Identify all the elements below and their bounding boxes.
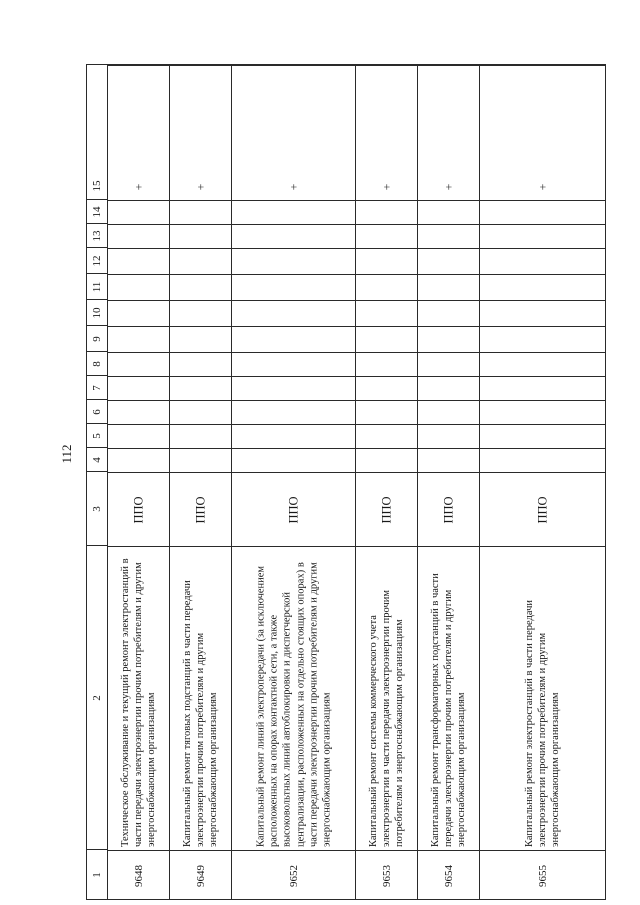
header-cell-15 bbox=[87, 173, 107, 199]
row-mark: + bbox=[131, 183, 145, 191]
header-label: 3 bbox=[91, 505, 103, 512]
header-label: 8 bbox=[91, 360, 103, 367]
header-cell-10 bbox=[87, 299, 107, 325]
empty-cell bbox=[108, 248, 169, 274]
header-cell-5 bbox=[87, 423, 107, 447]
mark-cell bbox=[108, 174, 169, 200]
row-id: 9648 bbox=[132, 864, 145, 887]
header-label: 14 bbox=[91, 206, 103, 217]
header-cell-7 bbox=[87, 375, 107, 399]
empty-cell bbox=[480, 376, 605, 400]
empty-cell bbox=[108, 400, 169, 424]
name-cell bbox=[480, 546, 605, 850]
empty-cell bbox=[108, 274, 169, 300]
name-cell bbox=[356, 546, 417, 850]
empty-cell bbox=[232, 248, 355, 274]
name-cell bbox=[232, 546, 355, 850]
empty-cell bbox=[418, 424, 479, 448]
table-row bbox=[355, 65, 417, 899]
empty-cell bbox=[232, 352, 355, 376]
header-cell-4 bbox=[87, 447, 107, 471]
row-name: Капитальный ремонт трансформаторных подстанций в части передачи электроэнергии прочим потребителям и другим энергоснабжающим организациям bbox=[429, 572, 468, 847]
empty-cell bbox=[356, 300, 417, 326]
empty-cell bbox=[232, 200, 355, 224]
empty-cell bbox=[232, 448, 355, 472]
empty-cell bbox=[232, 400, 355, 424]
header-cell-6 bbox=[87, 399, 107, 423]
empty-cell bbox=[356, 400, 417, 424]
empty-cell bbox=[480, 200, 605, 224]
row-type: ППО bbox=[286, 495, 300, 524]
empty-cell bbox=[356, 424, 417, 448]
header-cell-1 bbox=[87, 849, 107, 899]
empty-cell bbox=[232, 424, 355, 448]
table-row bbox=[107, 65, 169, 899]
empty-cell bbox=[170, 424, 231, 448]
id-cell bbox=[356, 850, 417, 900]
row-type: ППО bbox=[535, 495, 549, 524]
empty-cell bbox=[356, 248, 417, 274]
header-cell-3 bbox=[87, 471, 107, 545]
header-label: 4 bbox=[91, 456, 103, 463]
empty-cell bbox=[170, 448, 231, 472]
empty-cell bbox=[170, 376, 231, 400]
row-mark: + bbox=[193, 183, 207, 191]
header-label: 10 bbox=[91, 307, 103, 318]
name-cell bbox=[170, 546, 231, 850]
header-cell-13 bbox=[87, 223, 107, 247]
header-label: 2 bbox=[91, 694, 103, 701]
empty-cell bbox=[232, 326, 355, 352]
id-cell bbox=[418, 850, 479, 900]
empty-cell bbox=[108, 376, 169, 400]
header-label: 13 bbox=[91, 230, 103, 241]
row-name: Капитальный ремонт электростанций в части передачи электроэнергии прочим потребителям и другим энергоснабжающим организациям bbox=[523, 599, 562, 847]
empty-cell bbox=[418, 352, 479, 376]
row-id: 9652 bbox=[287, 864, 300, 887]
table-row bbox=[231, 65, 355, 899]
empty-cell bbox=[170, 400, 231, 424]
empty-cell bbox=[418, 376, 479, 400]
empty-cell bbox=[356, 326, 417, 352]
empty-cell bbox=[170, 274, 231, 300]
header-label: 1 bbox=[91, 871, 103, 878]
row-type: ППО bbox=[441, 495, 455, 524]
empty-cell bbox=[418, 248, 479, 274]
header-cell-9 bbox=[87, 325, 107, 351]
header-cell-11 bbox=[87, 273, 107, 299]
row-type: ППО bbox=[379, 495, 393, 524]
header-label: 9 bbox=[91, 335, 103, 342]
id-cell bbox=[232, 850, 355, 900]
empty-cell bbox=[418, 224, 479, 248]
row-name: Капитальный ремонт системы коммерческого учета электроэнергии в части передачи электроэнергии прочим потребителям и энергоснабжающим организациям bbox=[367, 589, 406, 847]
type-cell bbox=[480, 472, 605, 546]
mark-cell bbox=[232, 174, 355, 200]
empty-cell bbox=[170, 224, 231, 248]
table-row bbox=[169, 65, 231, 899]
header-cell-8 bbox=[87, 351, 107, 375]
empty-cell bbox=[108, 300, 169, 326]
id-cell bbox=[480, 850, 605, 900]
empty-cell bbox=[418, 200, 479, 224]
mark-cell bbox=[170, 174, 231, 200]
header-label: 7 bbox=[91, 384, 103, 391]
empty-cell bbox=[232, 274, 355, 300]
empty-cell bbox=[232, 376, 355, 400]
empty-cell bbox=[170, 352, 231, 376]
row-name: Капитальный ремонт тяговых подстанций в части передачи электроэнергии прочим потребителям и другим энергоснабжающим организациям bbox=[181, 579, 220, 847]
type-cell bbox=[418, 472, 479, 546]
type-cell bbox=[232, 472, 355, 546]
type-cell bbox=[108, 472, 169, 546]
table-row bbox=[479, 65, 605, 899]
empty-cell bbox=[356, 224, 417, 248]
row-mark: + bbox=[379, 183, 393, 191]
empty-cell bbox=[418, 300, 479, 326]
empty-cell bbox=[108, 326, 169, 352]
empty-cell bbox=[356, 352, 417, 376]
row-id: 9653 bbox=[380, 864, 393, 887]
empty-cell bbox=[170, 248, 231, 274]
header-label: 15 bbox=[91, 180, 103, 192]
row-id: 9655 bbox=[536, 864, 549, 887]
row-type: ППО bbox=[131, 495, 145, 524]
header-label: 5 bbox=[91, 432, 103, 439]
empty-cell bbox=[480, 274, 605, 300]
empty-cell bbox=[480, 300, 605, 326]
id-cell bbox=[108, 850, 169, 900]
row-id: 9649 bbox=[194, 864, 207, 887]
header-label: 12 bbox=[91, 255, 103, 266]
row-name: Капитальный ремонт линий электропередачи (за исключением расположенных на опорах контактной сети, а также высоковольтных линий автоблокировки и диспетчерской централизации, расположенных на отдельно стоящих опорах) в части передачи электроэнергии прочим потребителям и другим энергоснабжающим организациям bbox=[254, 561, 332, 847]
empty-cell bbox=[418, 400, 479, 424]
header-row bbox=[87, 65, 107, 899]
empty-cell bbox=[232, 224, 355, 248]
empty-cell bbox=[480, 326, 605, 352]
empty-cell bbox=[108, 448, 169, 472]
row-type: ППО bbox=[193, 495, 207, 524]
row-mark: + bbox=[286, 183, 300, 191]
empty-cell bbox=[108, 352, 169, 376]
name-cell bbox=[418, 546, 479, 850]
page-number: 112 bbox=[59, 444, 74, 464]
table-row bbox=[417, 65, 479, 899]
empty-cell bbox=[418, 274, 479, 300]
empty-cell bbox=[356, 376, 417, 400]
empty-cell bbox=[108, 224, 169, 248]
empty-cell bbox=[418, 448, 479, 472]
header-label: 6 bbox=[91, 408, 103, 415]
empty-cell bbox=[108, 200, 169, 224]
type-cell bbox=[356, 472, 417, 546]
header-cell-2 bbox=[87, 545, 107, 849]
row-mark: + bbox=[535, 183, 549, 191]
header-cell-14 bbox=[87, 199, 107, 223]
empty-cell bbox=[356, 448, 417, 472]
empty-cell bbox=[480, 352, 605, 376]
mark-cell bbox=[480, 174, 605, 200]
empty-cell bbox=[356, 274, 417, 300]
empty-cell bbox=[356, 200, 417, 224]
empty-cell bbox=[480, 400, 605, 424]
empty-cell bbox=[480, 424, 605, 448]
empty-cell bbox=[232, 300, 355, 326]
empty-cell bbox=[170, 200, 231, 224]
header-cell-12 bbox=[87, 247, 107, 273]
name-cell bbox=[108, 546, 169, 850]
row-name: Техническое обслуживание и текущий ремонт электростанций в части передачи электроэнергии прочим потребителям и другим энергоснабжающим организациям bbox=[119, 557, 158, 847]
header-label: 11 bbox=[91, 281, 103, 292]
empty-cell bbox=[480, 248, 605, 274]
type-cell bbox=[170, 472, 231, 546]
mark-cell bbox=[418, 174, 479, 200]
data-table bbox=[86, 64, 606, 900]
mark-cell bbox=[356, 174, 417, 200]
empty-cell bbox=[170, 326, 231, 352]
id-cell bbox=[170, 850, 231, 900]
empty-cell bbox=[108, 424, 169, 448]
empty-cell bbox=[480, 448, 605, 472]
empty-cell bbox=[170, 300, 231, 326]
empty-cell bbox=[418, 326, 479, 352]
row-id: 9654 bbox=[442, 864, 455, 887]
empty-cell bbox=[480, 224, 605, 248]
row-mark: + bbox=[441, 183, 455, 191]
